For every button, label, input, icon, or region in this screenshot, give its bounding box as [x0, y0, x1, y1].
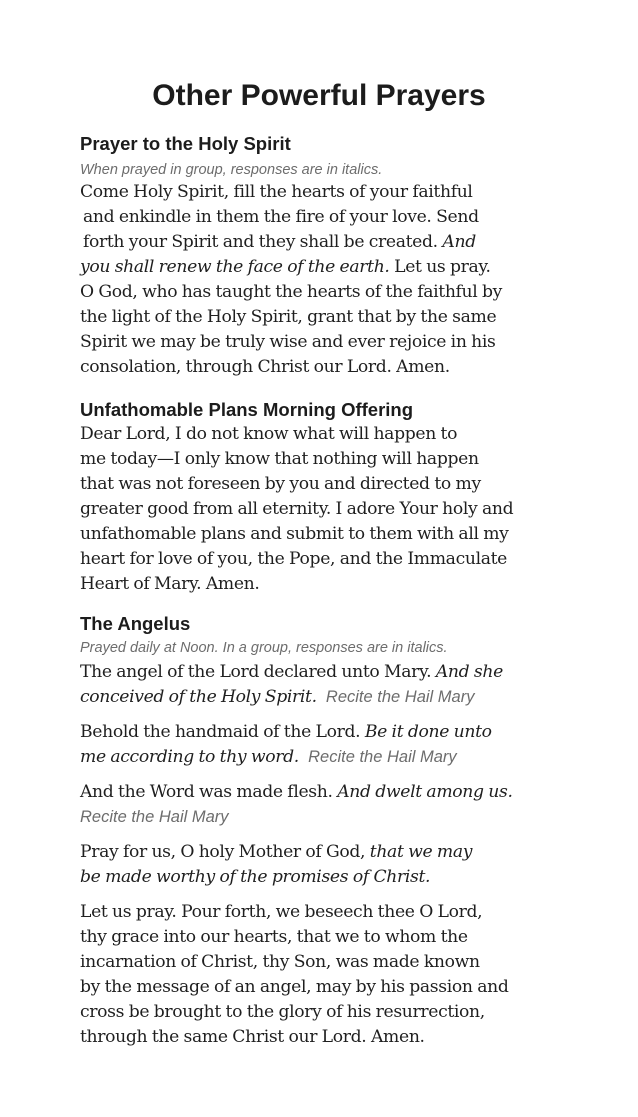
- text-line: consolation, through Christ our Lord. Amen.: [80, 357, 450, 377]
- response-text: Be it done unto: [364, 722, 492, 742]
- text-line: [80, 805, 570, 830]
- text-line: me today—I only know that nothing will happen: [80, 449, 479, 469]
- text-line: cross be brought to the glory of his resurrection,: [80, 1002, 485, 1022]
- text-line: [80, 720, 570, 745]
- angelus-paragraph-2: [80, 720, 570, 770]
- text-line: [80, 745, 570, 770]
- response-text: And dwelt among us.: [337, 782, 513, 802]
- text-fragment: The angel of the Lord declared unto Mary.: [80, 662, 432, 682]
- response-text: be made worthy of the promises of Christ.: [80, 867, 431, 887]
- text-line: thy grace into our hearts, that we to whom the: [80, 927, 468, 947]
- text-line: [80, 660, 570, 685]
- text-fragment: forth your Spirit and they shall be created.: [83, 232, 438, 252]
- text-line: [80, 840, 570, 865]
- text-line: heart for love of you, the Pope, and the Immaculate: [80, 549, 508, 569]
- morning-offering-section: [80, 398, 570, 597]
- response-text: And she: [435, 662, 503, 682]
- instruction-text: Recite the Hail Mary: [325, 688, 475, 706]
- morning-offering-text: [80, 422, 570, 597]
- text-fragment: And the Word was made flesh.: [80, 782, 333, 802]
- angelus-section: [80, 612, 570, 1050]
- response-text: you shall renew the face of the earth.: [80, 257, 390, 277]
- text-line: that was not foreseen by you and directed to my: [80, 474, 481, 494]
- angelus-paragraph-3: [80, 780, 570, 830]
- text-line: [80, 865, 570, 890]
- angelus-paragraph-5: [80, 900, 570, 1050]
- text-line: Let us pray. Pour forth, we beseech thee O Lord,: [80, 902, 483, 922]
- text-line: Dear Lord, I do not know what will happen to: [80, 424, 458, 444]
- response-text: And: [442, 232, 476, 252]
- response-text: that we may: [369, 842, 473, 862]
- angelus-paragraph-4: [80, 840, 570, 890]
- text-line: incarnation of Christ, thy Son, was made known: [80, 952, 480, 972]
- text-line: [80, 780, 570, 805]
- text-line: [80, 685, 570, 710]
- text-line: and enkindle in them the fire of your love. Send: [83, 207, 479, 227]
- text-line: O God, who has taught the hearts of the faithful by: [80, 282, 503, 302]
- text-line: Spirit we may be truly wise and ever rejoice in his: [80, 332, 496, 352]
- text-line: [80, 230, 570, 255]
- response-text: conceived of the Holy Spirit.: [80, 687, 317, 707]
- response-text: me according to thy word.: [80, 747, 299, 767]
- holy-spirit-text: [80, 180, 570, 380]
- angelus-heading: The Angelus: [80, 613, 191, 634]
- text-fragment: Behold the handmaid of the Lord.: [80, 722, 361, 742]
- text-line: Come Holy Spirit, fill the hearts of your faithful: [80, 182, 473, 202]
- instruction-text: Recite the Hail Mary: [308, 748, 457, 766]
- text-line: through the same Christ our Lord. Amen.: [80, 1027, 425, 1047]
- text-fragment: Let us pray.: [394, 257, 491, 277]
- text-line: by the message of an angel, may by his passion and: [80, 977, 509, 997]
- text-line: [80, 255, 570, 280]
- angelus-note: Prayed daily at Noon. In a group, responses are in italics.: [80, 640, 448, 656]
- morning-offering-heading: Unfathomable Plans Morning Offering: [80, 399, 414, 420]
- text-line: greater good from all eternity. I adore Your holy and: [80, 499, 514, 519]
- instruction-text: Recite the Hail Mary: [80, 808, 229, 826]
- angelus-paragraph-1: [80, 660, 570, 710]
- holy-spirit-note: When prayed in group, responses are in italics.: [80, 162, 383, 178]
- holy-spirit-section: [80, 132, 570, 380]
- holy-spirit-heading: Prayer to the Holy Spirit: [80, 133, 291, 154]
- text-line: Heart of Mary. Amen.: [80, 574, 260, 594]
- text-fragment: Pray for us, O holy Mother of God,: [80, 842, 366, 862]
- page-title: Other Powerful Prayers: [152, 79, 486, 112]
- text-line: the light of the Holy Spirit, grant that by the same: [80, 307, 497, 327]
- text-line: unfathomable plans and submit to them with all my: [80, 524, 509, 544]
